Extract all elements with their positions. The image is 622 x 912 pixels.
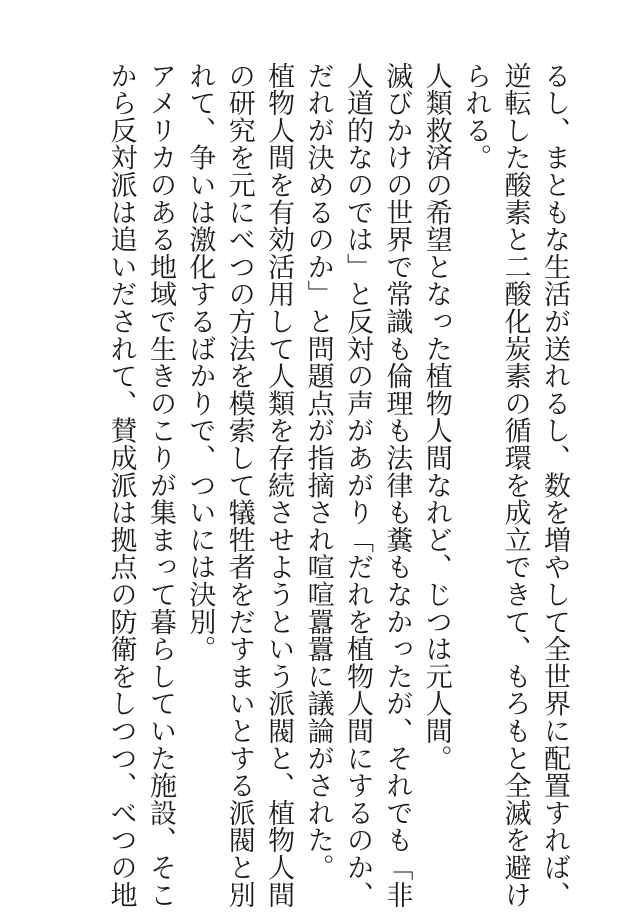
text-column: 人道的なのでは」と反対の声があがり「だれを植物人間にするのか、	[341, 62, 373, 909]
text-column: 人類救済の希望となった植物人間なれど、じつは元人間。	[420, 62, 452, 772]
text-column: の研究を元にべつの方法を模索して犠牲者をだすまいとする派閥と別	[223, 62, 255, 909]
text-column: だれが決めるのか」と問題点が指摘され喧喧囂囂に議論がされた。	[302, 62, 334, 881]
text-column: れて、争いは激化するばかりで、ついには決別。	[184, 62, 216, 663]
text-column: 滅びかけの世界で常識も倫理も法律も糞もなかったが、それでも「非	[381, 62, 413, 909]
text-column: アメリカのある地域で生きのこりが集まって暮らしていた施設、そこ	[144, 62, 176, 909]
text-column: 逆転した酸素と二酸化炭素の循環を成立できて、もろもと全滅を避け	[499, 62, 531, 909]
text-column: から反対派は追いだされて、賛成派は拠点の防衛をしつつ、べつの地	[105, 62, 137, 909]
text-column: 植物人間を有効活用して人類を存続させようという派閥と、植物人間	[263, 62, 295, 909]
text-column: られる。	[460, 62, 492, 172]
text-column: るし、まともな生活が送れるし、数を増やして全世界に配置すれば、	[539, 62, 570, 909]
vertical-text-body	[101, 62, 574, 909]
